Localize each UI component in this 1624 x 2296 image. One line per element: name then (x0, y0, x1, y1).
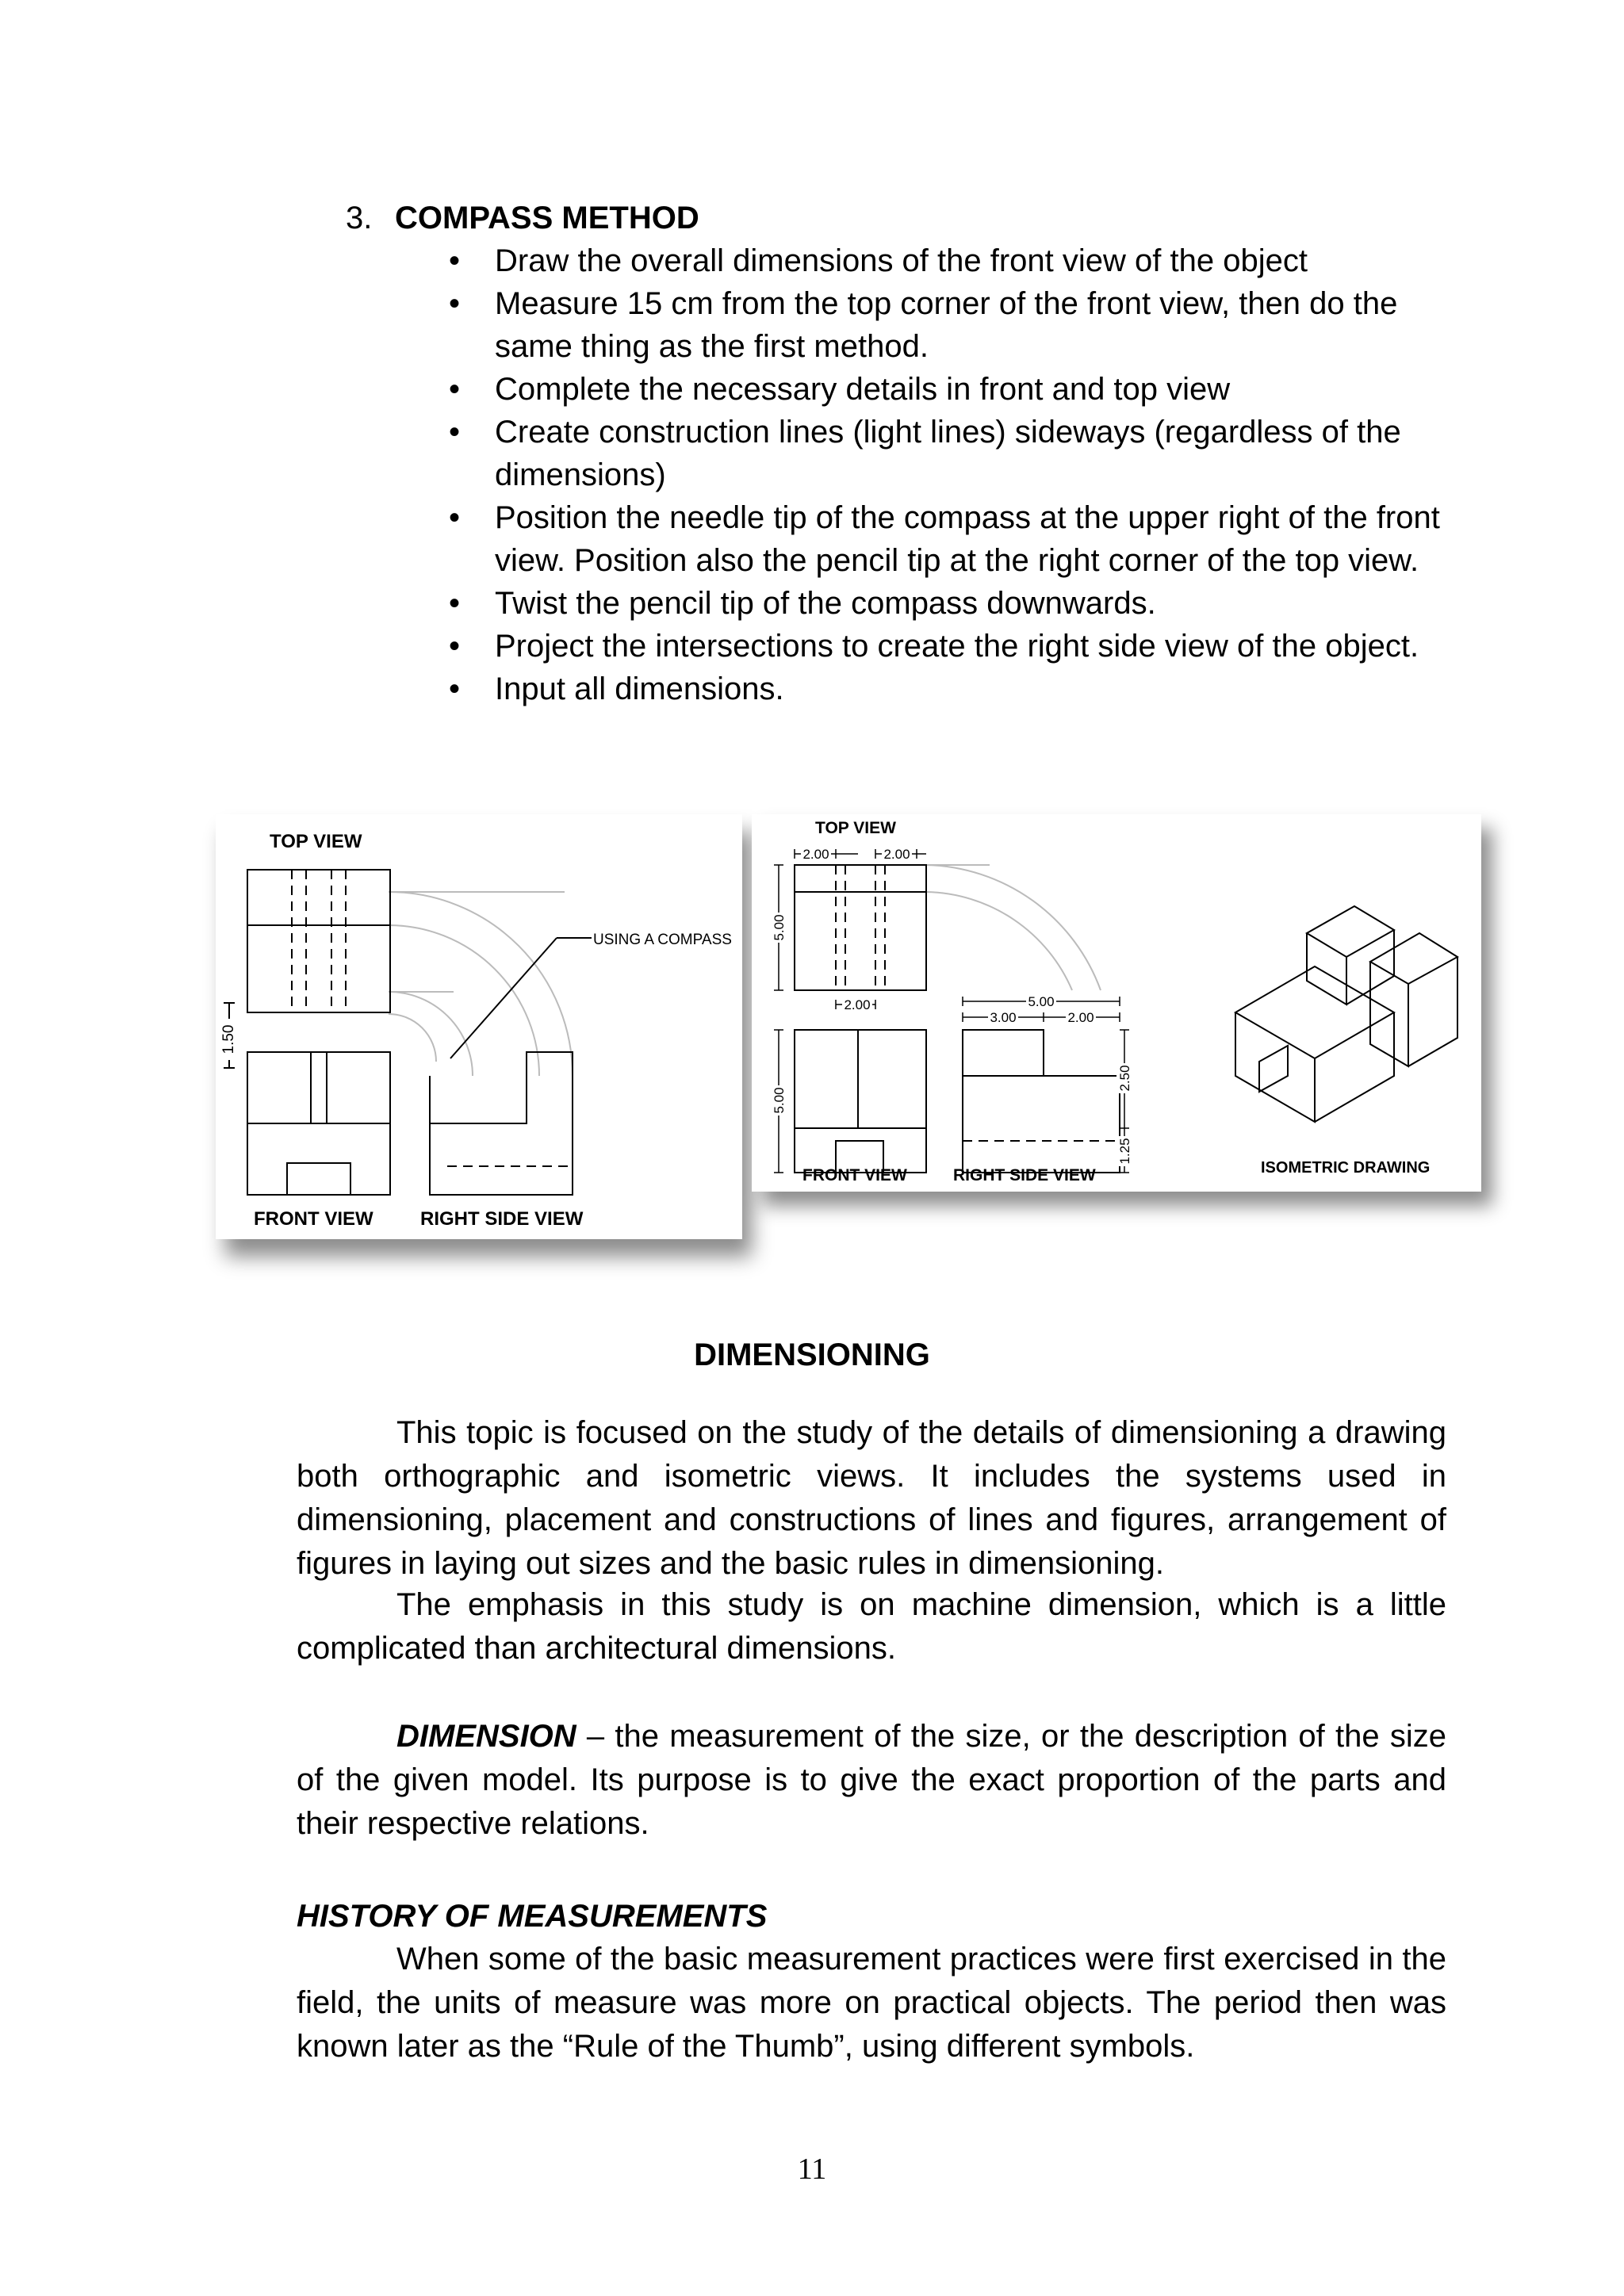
top-view-label: TOP VIEW (270, 831, 362, 852)
compass-method-figure (216, 814, 742, 1239)
dimension-definition (297, 1715, 1446, 1846)
isometric-drawing-label: ISOMETRIC DRAWING (1261, 1159, 1431, 1177)
front-view-label: FRONT VIEW (254, 1208, 373, 1230)
dimensioning-paragraph: This topic is focused on the study of the details of dimensioning a drawing both orthographic and isometric views. It includes the systems used in dimensioning, placement and constructions of lines and figures, arrangement of figures in laying out sizes and the basic rules in dimensioning. (297, 1415, 1446, 1581)
dim-label: 5.00 (772, 1087, 787, 1114)
page-number: 11 (797, 2152, 827, 2186)
dimensioned-views-drawing (752, 814, 1481, 1192)
front-view-label: FRONT VIEW (802, 1166, 907, 1184)
bullet-item: • Measure 15 cm from the top corner of the front view, then do the same thing as the first method. (444, 282, 1451, 368)
dimensioned-views-figure (752, 814, 1481, 1192)
bullet-item: • Input all dimensions. (444, 668, 1451, 710)
dim-label: 2.50 (1117, 1065, 1132, 1092)
compass-method-drawing (216, 814, 742, 1239)
bullet-item: • Complete the necessary details in front and top view (444, 368, 1451, 411)
history-heading: HISTORY OF MEASUREMENTS (297, 1899, 768, 1934)
dim-label: 2.00 (883, 847, 910, 862)
bullet-item: • Twist the pencil tip of the compass downwards. (444, 582, 1451, 625)
section-number: 3. (346, 201, 373, 235)
dim-label: 2.00 (1067, 1010, 1094, 1025)
dimension-term: DIMENSION (396, 1719, 576, 1754)
dimensioning-heading: DIMENSIONING (694, 1337, 930, 1372)
compass-callout: USING A COMPASS (593, 932, 732, 948)
bullet-item: • Create construction lines (light lines) sideways (regardless of the dimensions) (444, 411, 1451, 496)
bullet-list (444, 239, 1451, 710)
dim-label: 2.00 (844, 997, 871, 1012)
dim-label: 5.00 (772, 914, 787, 941)
emphasis-paragraph: The emphasis in this study is on machine dimension, which is a little complicated than architectural dimensions. (297, 1587, 1446, 1666)
dimension-definition-text: – the measurement of the size, or the description of the size of the given model. Its purpose is to give the exact proportion of the parts and their respective relations. (297, 1719, 1446, 1841)
dim-label: 3.00 (990, 1010, 1017, 1025)
top-view-label: TOP VIEW (815, 819, 896, 837)
bullet-item: • Draw the overall dimensions of the front view of the object (444, 239, 1451, 282)
right-side-view-label: RIGHT SIDE VIEW (420, 1208, 584, 1230)
dim-label: 2.00 (802, 847, 829, 862)
right-side-view-label: RIGHT SIDE VIEW (953, 1166, 1096, 1184)
section-title: COMPASS METHOD (395, 201, 699, 235)
bullet-item: • Project the intersections to create the right side view of the object. (444, 625, 1451, 668)
dim-label: 1.50 (220, 1024, 237, 1054)
bullet-item: • Position the needle tip of the compass at the upper right of the front view. Position also the pencil tip at the right corner of the top view. (444, 496, 1451, 582)
dim-label: 1.25 (1117, 1138, 1132, 1165)
history-paragraph: When some of the basic measurement practices were first exercised in the field, the units of measure was more on practical objects. The period then was known later as the “Rule of the Thumb”, using different symbols. (297, 1942, 1446, 2064)
dim-label: 5.00 (1028, 994, 1055, 1009)
